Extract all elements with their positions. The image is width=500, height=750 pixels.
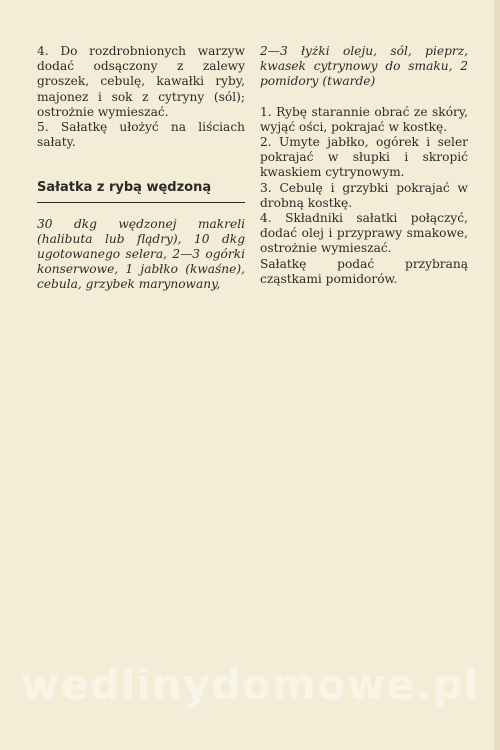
step-4: 4. Składniki sałatki połączyć, dodać olej i przyprawy smakowe, ostrożnie wymieszać.	[260, 211, 468, 256]
step-1: 1. Rybę starannie obrać ze skóry, wyjąć ości, pokrajać w kostkę.	[260, 104, 468, 134]
ingredients-list: 30 dkg wędzonej makreli (halibuta lub flądry), 10 dkg ugotowanego selera, 2—3 ogórki konserwowe, 1 jabłko (kwaśne), cebula, grzybek marynowany,	[37, 216, 245, 292]
step-5-previous: 5. Sałatkę ułożyć na liściach sałaty.	[37, 120, 245, 150]
recipe-title: Sałatka z rybą wędzoną	[37, 180, 245, 202]
ingredients-list-continued: 2—3 łyżki oleju, sól, pieprz, kwasek cytrynowy do smaku, 2 pomidory (twarde)	[260, 44, 468, 89]
step-2: 2. Umyte jabłko, ogórek i seler pokrajać w słupki i skropić kwaskiem cytrynowym.	[260, 135, 468, 180]
left-column	[37, 44, 245, 293]
serving-note: Sałatkę podać przybraną cząstkami pomidorów.	[260, 256, 468, 286]
right-column	[260, 44, 468, 287]
page-edge	[494, 0, 500, 750]
step-4-previous: 4. Do rozdrobnionych warzyw dodać odsączony z zalewy groszek, cebulę, kawałki ryby, majonez i sok z cytryny (sól); ostrożnie wymieszać.	[37, 44, 245, 119]
watermark: wedlinydomowe.pl	[20, 660, 480, 709]
step-3: 3. Cebulę i grzybki pokrajać w drobną kostkę.	[260, 180, 468, 210]
